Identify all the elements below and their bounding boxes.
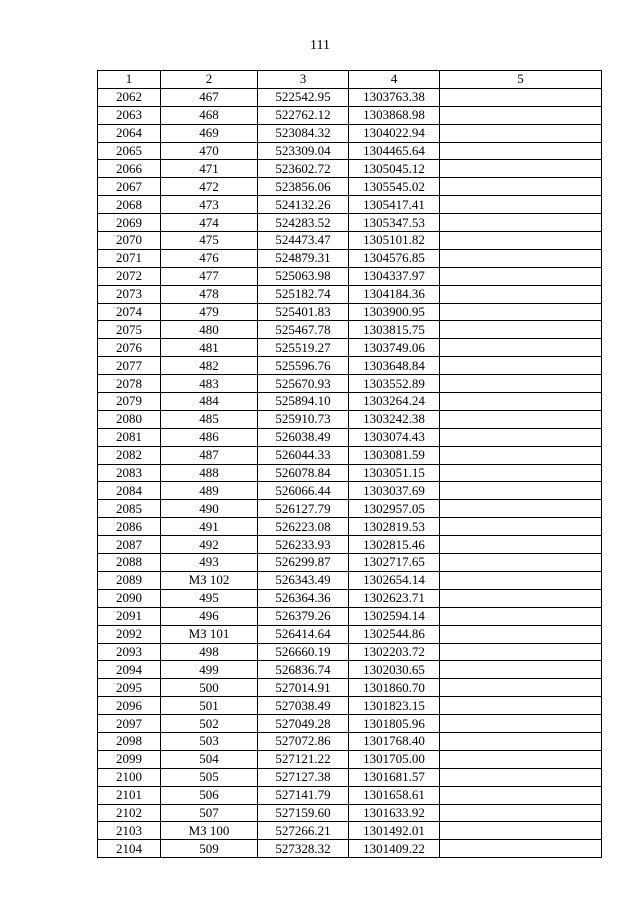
table-row — [98, 697, 602, 715]
table-row — [98, 643, 602, 661]
table-cell-col-4: 1302594.14 — [349, 607, 440, 625]
table-row — [98, 822, 602, 840]
table-cell-col-3: 526343.49 — [258, 571, 349, 589]
table-cell-col-1: 2087 — [98, 536, 161, 554]
table-cell-col-5 — [440, 339, 602, 357]
table-cell-col-5 — [440, 464, 602, 482]
table-cell-col-4: 1301633.92 — [349, 804, 440, 822]
table-cell-col-2: 492 — [161, 536, 258, 554]
table-cell-col-3: 526223.08 — [258, 518, 349, 536]
table-cell-col-2: 490 — [161, 500, 258, 518]
table-cell-col-3: 527328.32 — [258, 840, 349, 858]
table-cell-col-3: 527072.86 — [258, 732, 349, 750]
table-cell-col-2: 480 — [161, 321, 258, 339]
table-row — [98, 482, 602, 500]
table-row — [98, 321, 602, 339]
table-cell-col-3: 526233.93 — [258, 536, 349, 554]
table-cell-col-2: 486 — [161, 428, 258, 446]
table-cell-col-1: 2081 — [98, 428, 161, 446]
table-cell-col-2: 491 — [161, 518, 258, 536]
table-cell-col-1: 2079 — [98, 393, 161, 411]
table-row — [98, 464, 602, 482]
table-cell-col-4: 1303648.84 — [349, 357, 440, 375]
table-cell-col-3: 522542.95 — [258, 88, 349, 106]
table-row — [98, 679, 602, 697]
table-row — [98, 249, 602, 267]
table-cell-col-1: 2070 — [98, 232, 161, 250]
table-row — [98, 410, 602, 428]
table-cell-col-3: 526836.74 — [258, 661, 349, 679]
table-cell-col-2: 473 — [161, 196, 258, 214]
table-cell-col-2: МЗ 100 — [161, 822, 258, 840]
table-cell-col-1: 2065 — [98, 142, 161, 160]
table-cell-col-5 — [440, 732, 602, 750]
table-cell-col-4: 1303552.89 — [349, 375, 440, 393]
table-cell-col-3: 523084.32 — [258, 124, 349, 142]
table-cell-col-1: 2086 — [98, 518, 161, 536]
table-cell-col-5 — [440, 249, 602, 267]
table-cell-col-1: 2089 — [98, 571, 161, 589]
table-cell-col-2: 484 — [161, 393, 258, 411]
table-cell-col-5 — [440, 482, 602, 500]
table-cell-col-1: 2085 — [98, 500, 161, 518]
table-cell-col-5 — [440, 428, 602, 446]
table-cell-col-3: 526044.33 — [258, 446, 349, 464]
table-cell-col-3: 525670.93 — [258, 375, 349, 393]
table-row — [98, 554, 602, 572]
table-row — [98, 804, 602, 822]
table-cell-col-3: 525596.76 — [258, 357, 349, 375]
table-cell-col-3: 525401.83 — [258, 303, 349, 321]
table-body — [98, 88, 602, 857]
table-cell-col-4: 1302717.65 — [349, 554, 440, 572]
table-row — [98, 142, 602, 160]
column-header-2: 2 — [161, 71, 258, 89]
table-cell-col-5 — [440, 446, 602, 464]
table-cell-col-3: 527049.28 — [258, 715, 349, 733]
table-cell-col-1: 2095 — [98, 679, 161, 697]
table-cell-col-4: 1304465.64 — [349, 142, 440, 160]
table-row — [98, 607, 602, 625]
table-cell-col-5 — [440, 768, 602, 786]
table-cell-col-2: 475 — [161, 232, 258, 250]
table-cell-col-2: 472 — [161, 178, 258, 196]
table-cell-col-1: 2088 — [98, 554, 161, 572]
table-cell-col-5 — [440, 285, 602, 303]
column-header-5: 5 — [440, 71, 602, 89]
table-cell-col-1: 2096 — [98, 697, 161, 715]
table-cell-col-2: 506 — [161, 786, 258, 804]
table-cell-col-2: 504 — [161, 750, 258, 768]
table-cell-col-3: 527038.49 — [258, 697, 349, 715]
table-cell-col-4: 1305347.53 — [349, 214, 440, 232]
table-cell-col-3: 523856.06 — [258, 178, 349, 196]
table-cell-col-1: 2104 — [98, 840, 161, 858]
table-cell-col-2: 496 — [161, 607, 258, 625]
table-cell-col-1: 2099 — [98, 750, 161, 768]
table-cell-col-5 — [440, 554, 602, 572]
table-cell-col-4: 1301492.01 — [349, 822, 440, 840]
table-cell-col-2: 503 — [161, 732, 258, 750]
table-cell-col-3: 526660.19 — [258, 643, 349, 661]
table-cell-col-4: 1301409.22 — [349, 840, 440, 858]
table-cell-col-2: 488 — [161, 464, 258, 482]
table-cell-col-1: 2069 — [98, 214, 161, 232]
table-row — [98, 446, 602, 464]
table-cell-col-3: 526364.36 — [258, 589, 349, 607]
table-cell-col-1: 2084 — [98, 482, 161, 500]
table-cell-col-1: 2078 — [98, 375, 161, 393]
table-cell-col-1: 2090 — [98, 589, 161, 607]
table-cell-col-5 — [440, 589, 602, 607]
table-cell-col-5 — [440, 571, 602, 589]
table-cell-col-3: 524473.47 — [258, 232, 349, 250]
table-cell-col-5 — [440, 697, 602, 715]
table-cell-col-4: 1303037.69 — [349, 482, 440, 500]
table-row — [98, 196, 602, 214]
table-cell-col-5 — [440, 142, 602, 160]
table-cell-col-1: 2072 — [98, 267, 161, 285]
table-cell-col-1: 2098 — [98, 732, 161, 750]
table-cell-col-5 — [440, 607, 602, 625]
table-cell-col-2: 495 — [161, 589, 258, 607]
table-cell-col-1: 2092 — [98, 625, 161, 643]
table-row — [98, 589, 602, 607]
table-row — [98, 160, 602, 178]
table-cell-col-3: 525063.98 — [258, 267, 349, 285]
table-cell-col-3: 526078.84 — [258, 464, 349, 482]
table-cell-col-5 — [440, 303, 602, 321]
table-cell-col-4: 1302654.14 — [349, 571, 440, 589]
table-cell-col-3: 522762.12 — [258, 106, 349, 124]
table-cell-col-3: 525467.78 — [258, 321, 349, 339]
table-row — [98, 661, 602, 679]
table-cell-col-4: 1304184.36 — [349, 285, 440, 303]
table-cell-col-1: 2077 — [98, 357, 161, 375]
table-cell-col-2: 479 — [161, 303, 258, 321]
table-cell-col-5 — [440, 500, 602, 518]
table-cell-col-5 — [440, 321, 602, 339]
table-cell-col-4: 1301823.15 — [349, 697, 440, 715]
table-cell-col-3: 527141.79 — [258, 786, 349, 804]
table-row — [98, 536, 602, 554]
table-cell-col-3: 527121.22 — [258, 750, 349, 768]
table-cell-col-4: 1303749.06 — [349, 339, 440, 357]
table-cell-col-3: 525910.73 — [258, 410, 349, 428]
table-cell-col-1: 2080 — [98, 410, 161, 428]
table-cell-col-5 — [440, 160, 602, 178]
table-header-row — [98, 71, 602, 89]
table-cell-col-1: 2063 — [98, 106, 161, 124]
table-cell-col-5 — [440, 750, 602, 768]
table-cell-col-5 — [440, 536, 602, 554]
table-cell-col-5 — [440, 715, 602, 733]
table-cell-col-1: 2066 — [98, 160, 161, 178]
table-cell-col-4: 1302030.65 — [349, 661, 440, 679]
table-cell-col-5 — [440, 232, 602, 250]
table-cell-col-1: 2093 — [98, 643, 161, 661]
table-cell-col-2: 477 — [161, 267, 258, 285]
table-cell-col-3: 523309.04 — [258, 142, 349, 160]
table-cell-col-1: 2102 — [98, 804, 161, 822]
table-row — [98, 786, 602, 804]
table-cell-col-4: 1301681.57 — [349, 768, 440, 786]
table-cell-col-4: 1303900.95 — [349, 303, 440, 321]
table-cell-col-1: 2062 — [98, 88, 161, 106]
table-cell-col-3: 524283.52 — [258, 214, 349, 232]
table-cell-col-2: 474 — [161, 214, 258, 232]
table-cell-col-5 — [440, 822, 602, 840]
table-cell-col-4: 1301658.61 — [349, 786, 440, 804]
table-cell-col-5 — [440, 625, 602, 643]
table-cell-col-3: 527014.91 — [258, 679, 349, 697]
table-cell-col-4: 1305101.82 — [349, 232, 440, 250]
table-cell-col-2: 498 — [161, 643, 258, 661]
table-cell-col-3: 526066.44 — [258, 482, 349, 500]
table-cell-col-4: 1304576.85 — [349, 249, 440, 267]
table-cell-col-2: 493 — [161, 554, 258, 572]
table-cell-col-2: 501 — [161, 697, 258, 715]
table-cell-col-4: 1301805.96 — [349, 715, 440, 733]
table-cell-col-5 — [440, 106, 602, 124]
table-cell-col-5 — [440, 840, 602, 858]
table-cell-col-4: 1302957.05 — [349, 500, 440, 518]
table-cell-col-2: 468 — [161, 106, 258, 124]
table-cell-col-1: 2094 — [98, 661, 161, 679]
table-cell-col-1: 2091 — [98, 607, 161, 625]
table-cell-col-2: МЗ 102 — [161, 571, 258, 589]
table-cell-col-4: 1301705.00 — [349, 750, 440, 768]
table-cell-col-2: 467 — [161, 88, 258, 106]
table-cell-col-5 — [440, 357, 602, 375]
table-cell-col-4: 1303763.38 — [349, 88, 440, 106]
table-cell-col-1: 2064 — [98, 124, 161, 142]
table-cell-col-3: 524879.31 — [258, 249, 349, 267]
table-cell-col-2: 471 — [161, 160, 258, 178]
table-cell-col-2: 487 — [161, 446, 258, 464]
table-cell-col-3: 525182.74 — [258, 285, 349, 303]
table-cell-col-1: 2097 — [98, 715, 161, 733]
table-row — [98, 285, 602, 303]
table-row — [98, 214, 602, 232]
table-cell-col-4: 1302544.86 — [349, 625, 440, 643]
table-cell-col-3: 526379.26 — [258, 607, 349, 625]
table-cell-col-4: 1303264.24 — [349, 393, 440, 411]
table-cell-col-3: 526038.49 — [258, 428, 349, 446]
table-cell-col-2: 483 — [161, 375, 258, 393]
table-cell-col-3: 526299.87 — [258, 554, 349, 572]
table-cell-col-4: 1302623.71 — [349, 589, 440, 607]
table-cell-col-5 — [440, 267, 602, 285]
table-row — [98, 124, 602, 142]
table-cell-col-5 — [440, 518, 602, 536]
coordinates-table — [97, 70, 602, 858]
table-row — [98, 732, 602, 750]
table-cell-col-5 — [440, 214, 602, 232]
table-row — [98, 715, 602, 733]
table-row — [98, 840, 602, 858]
table-row — [98, 500, 602, 518]
table-row — [98, 178, 602, 196]
table-row — [98, 267, 602, 285]
table-cell-col-2: 502 — [161, 715, 258, 733]
table-cell-col-2: 489 — [161, 482, 258, 500]
table-cell-col-3: 527127.38 — [258, 768, 349, 786]
table-cell-col-2: 509 — [161, 840, 258, 858]
table-cell-col-5 — [440, 643, 602, 661]
table-cell-col-4: 1301860.70 — [349, 679, 440, 697]
table-row — [98, 750, 602, 768]
table-cell-col-1: 2101 — [98, 786, 161, 804]
table-row — [98, 768, 602, 786]
table-cell-col-2: 507 — [161, 804, 258, 822]
table-cell-col-4: 1304337.97 — [349, 267, 440, 285]
table-row — [98, 428, 602, 446]
table-cell-col-1: 2074 — [98, 303, 161, 321]
table-cell-col-5 — [440, 196, 602, 214]
table-cell-col-5 — [440, 804, 602, 822]
table-cell-col-4: 1303242.38 — [349, 410, 440, 428]
table-cell-col-4: 1305417.41 — [349, 196, 440, 214]
table-cell-col-3: 527266.21 — [258, 822, 349, 840]
table-cell-col-3: 525894.10 — [258, 393, 349, 411]
table-cell-col-2: 499 — [161, 661, 258, 679]
table-cell-col-3: 526127.79 — [258, 500, 349, 518]
table-cell-col-1: 2075 — [98, 321, 161, 339]
table-row — [98, 375, 602, 393]
table-row — [98, 357, 602, 375]
page-number: 111 — [310, 38, 330, 53]
table-cell-col-1: 2067 — [98, 178, 161, 196]
table-row — [98, 339, 602, 357]
table-cell-col-4: 1305045.12 — [349, 160, 440, 178]
table-cell-col-2: 476 — [161, 249, 258, 267]
table-row — [98, 106, 602, 124]
table-row — [98, 393, 602, 411]
table-cell-col-4: 1303081.59 — [349, 446, 440, 464]
table-row — [98, 303, 602, 321]
table-cell-col-5 — [440, 679, 602, 697]
table-cell-col-3: 527159.60 — [258, 804, 349, 822]
table-cell-col-4: 1303868.98 — [349, 106, 440, 124]
table-cell-col-3: 523602.72 — [258, 160, 349, 178]
table-row — [98, 571, 602, 589]
table-cell-col-1: 2071 — [98, 249, 161, 267]
table-cell-col-5 — [440, 88, 602, 106]
table-cell-col-5 — [440, 410, 602, 428]
table-cell-col-4: 1305545.02 — [349, 178, 440, 196]
table-cell-col-4: 1302819.53 — [349, 518, 440, 536]
table-cell-col-1: 2103 — [98, 822, 161, 840]
table-cell-col-4: 1302815.46 — [349, 536, 440, 554]
table-cell-col-4: 1301768.40 — [349, 732, 440, 750]
table-cell-col-5 — [440, 661, 602, 679]
table-cell-col-2: 505 — [161, 768, 258, 786]
table-cell-col-1: 2083 — [98, 464, 161, 482]
column-header-3: 3 — [258, 71, 349, 89]
table-cell-col-3: 526414.64 — [258, 625, 349, 643]
table-cell-col-3: 524132.26 — [258, 196, 349, 214]
table-cell-col-4: 1303815.75 — [349, 321, 440, 339]
table-cell-col-5 — [440, 124, 602, 142]
table-cell-col-2: 478 — [161, 285, 258, 303]
table-cell-col-2: 470 — [161, 142, 258, 160]
table-cell-col-2: 500 — [161, 679, 258, 697]
table-cell-col-3: 525519.27 — [258, 339, 349, 357]
table-row — [98, 625, 602, 643]
column-header-4: 4 — [349, 71, 440, 89]
table-cell-col-4: 1303074.43 — [349, 428, 440, 446]
table-cell-col-1: 2068 — [98, 196, 161, 214]
table-cell-col-1: 2073 — [98, 285, 161, 303]
table-cell-col-4: 1302203.72 — [349, 643, 440, 661]
table-row — [98, 232, 602, 250]
table-cell-col-2: МЗ 101 — [161, 625, 258, 643]
table-row — [98, 88, 602, 106]
table-row — [98, 518, 602, 536]
table-cell-col-1: 2100 — [98, 768, 161, 786]
column-header-1: 1 — [98, 71, 161, 89]
table-cell-col-5 — [440, 178, 602, 196]
table-cell-col-5 — [440, 393, 602, 411]
table-cell-col-4: 1304022.94 — [349, 124, 440, 142]
table-cell-col-2: 481 — [161, 339, 258, 357]
table-cell-col-5 — [440, 786, 602, 804]
table-cell-col-1: 2082 — [98, 446, 161, 464]
table-cell-col-2: 482 — [161, 357, 258, 375]
table-cell-col-1: 2076 — [98, 339, 161, 357]
table-cell-col-5 — [440, 375, 602, 393]
table-cell-col-2: 469 — [161, 124, 258, 142]
table-cell-col-4: 1303051.15 — [349, 464, 440, 482]
table-cell-col-2: 485 — [161, 410, 258, 428]
